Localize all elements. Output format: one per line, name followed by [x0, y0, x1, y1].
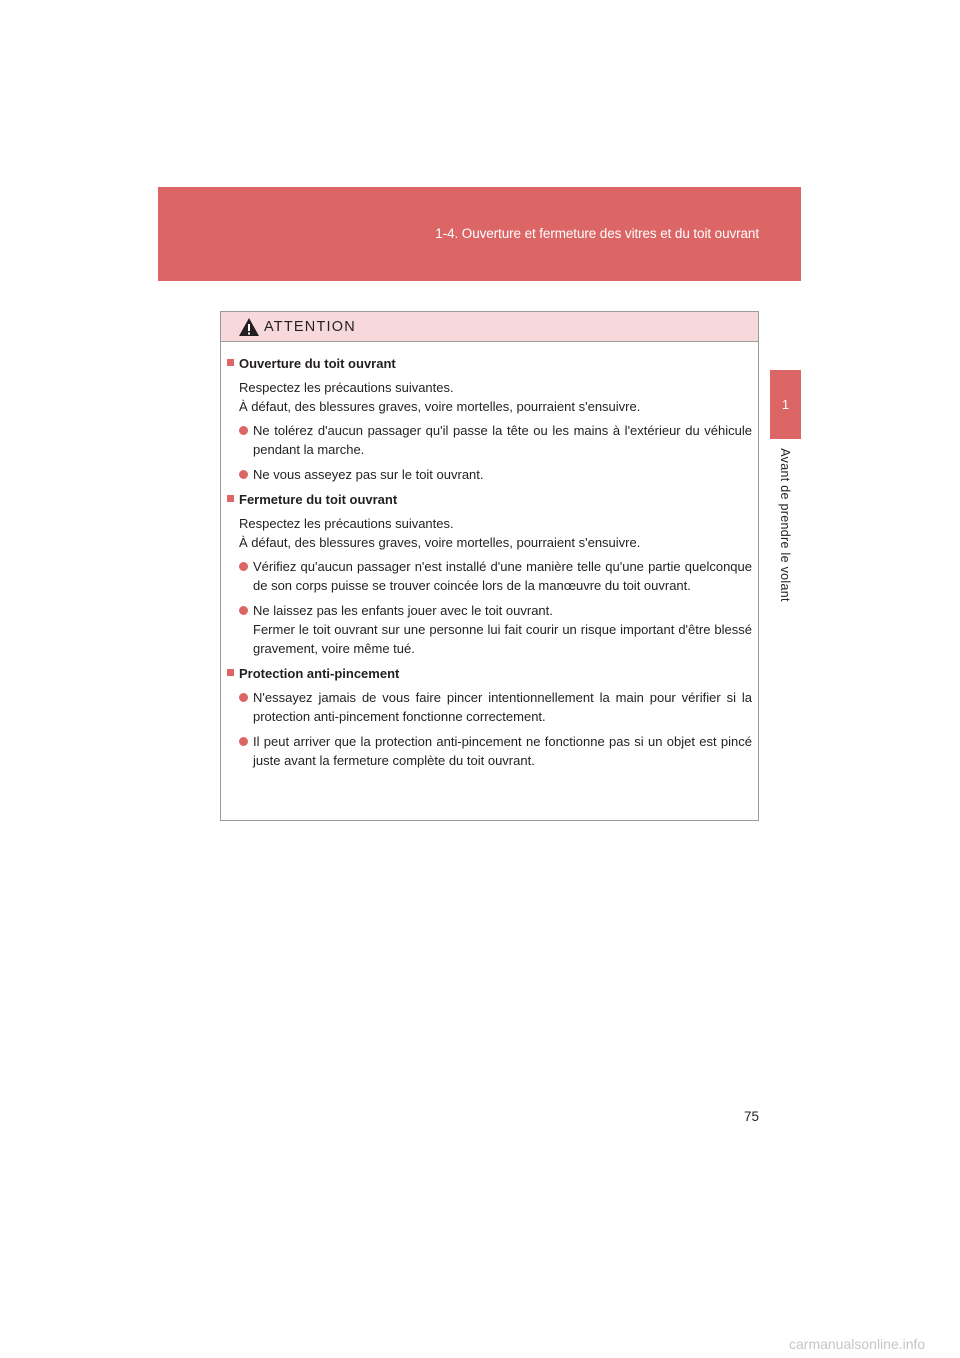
- chapter-title: 1-4. Ouverture et fermeture des vitres et du toit ouvrant: [435, 226, 759, 241]
- list-item: [227, 421, 752, 459]
- warning-section: [227, 490, 752, 658]
- section-heading: [227, 354, 752, 373]
- list-item: [227, 601, 752, 658]
- round-bullet-icon: [239, 737, 248, 746]
- list-item-text: Vérifiez qu'aucun passager n'est installé d'une manière telle qu'une partie quelconque de son corps puisse se trouver coincée lors de la manœuvre du toit ouvrant.: [253, 559, 752, 593]
- square-bullet-icon: [227, 669, 234, 676]
- warning-title: ATTENTION: [264, 319, 356, 335]
- round-bullet-icon: [239, 693, 248, 702]
- list-item-text: Ne laissez pas les enfants jouer avec le toit ouvrant. Fermer le toit ouvrant sur une personne lui fait courir un risque important d'être blessé gravement, voire même tué.: [253, 603, 752, 656]
- list-item: [227, 688, 752, 726]
- chapter-header-band: [158, 187, 801, 281]
- section-heading-text: Ouverture du toit ouvrant: [239, 356, 396, 371]
- watermark-link[interactable]: carmanualsonline.info: [789, 1336, 926, 1352]
- list-item: [227, 732, 752, 770]
- warning-triangle-icon: [238, 317, 260, 337]
- warning-section: [227, 664, 752, 770]
- list-item-text: Ne vous asseyez pas sur le toit ouvrant.: [253, 467, 484, 482]
- chapter-side-label: Avant de prendre le volant: [778, 448, 792, 602]
- section-intro: [227, 378, 752, 416]
- round-bullet-icon: [239, 470, 248, 479]
- warning-header: [221, 312, 758, 342]
- section-intro: [227, 514, 752, 552]
- list-item-text: Il peut arriver que la protection anti-pincement ne fonctionne pas si un objet est pincé juste avant la fermeture complète du toit ouvrant.: [253, 734, 752, 768]
- chapter-number-tab: 1: [770, 370, 801, 439]
- list-item: [227, 465, 752, 484]
- warning-box: [220, 311, 759, 821]
- warning-body: [221, 342, 758, 770]
- section-heading-text: Fermeture du toit ouvrant: [239, 492, 398, 507]
- round-bullet-icon: [239, 606, 248, 615]
- list-item-text: N'essayez jamais de vous faire pincer intentionnellement la main pour vérifier si la protection anti-pincement fonctionne correctement.: [253, 690, 752, 724]
- square-bullet-icon: [227, 359, 234, 366]
- intro-line: Respectez les précautions suivantes.: [239, 380, 454, 395]
- intro-line: Respectez les précautions suivantes.: [239, 516, 454, 531]
- intro-line: À défaut, des blessures graves, voire mortelles, pourraient s'ensuivre.: [239, 535, 641, 550]
- section-heading-text: Protection anti-pincement: [239, 666, 400, 681]
- warning-section: [227, 354, 752, 484]
- section-heading: [227, 490, 752, 509]
- round-bullet-icon: [239, 426, 248, 435]
- list-item-text: Ne tolérez d'aucun passager qu'il passe la tête ou les mains à l'extérieur du véhicule pendant la marche.: [253, 423, 752, 457]
- section-heading: [227, 664, 752, 683]
- square-bullet-icon: [227, 495, 234, 502]
- list-item: [227, 557, 752, 595]
- round-bullet-icon: [239, 562, 248, 571]
- intro-line: À défaut, des blessures graves, voire mortelles, pourraient s'ensuivre.: [239, 399, 641, 414]
- page-number: 75: [744, 1109, 760, 1124]
